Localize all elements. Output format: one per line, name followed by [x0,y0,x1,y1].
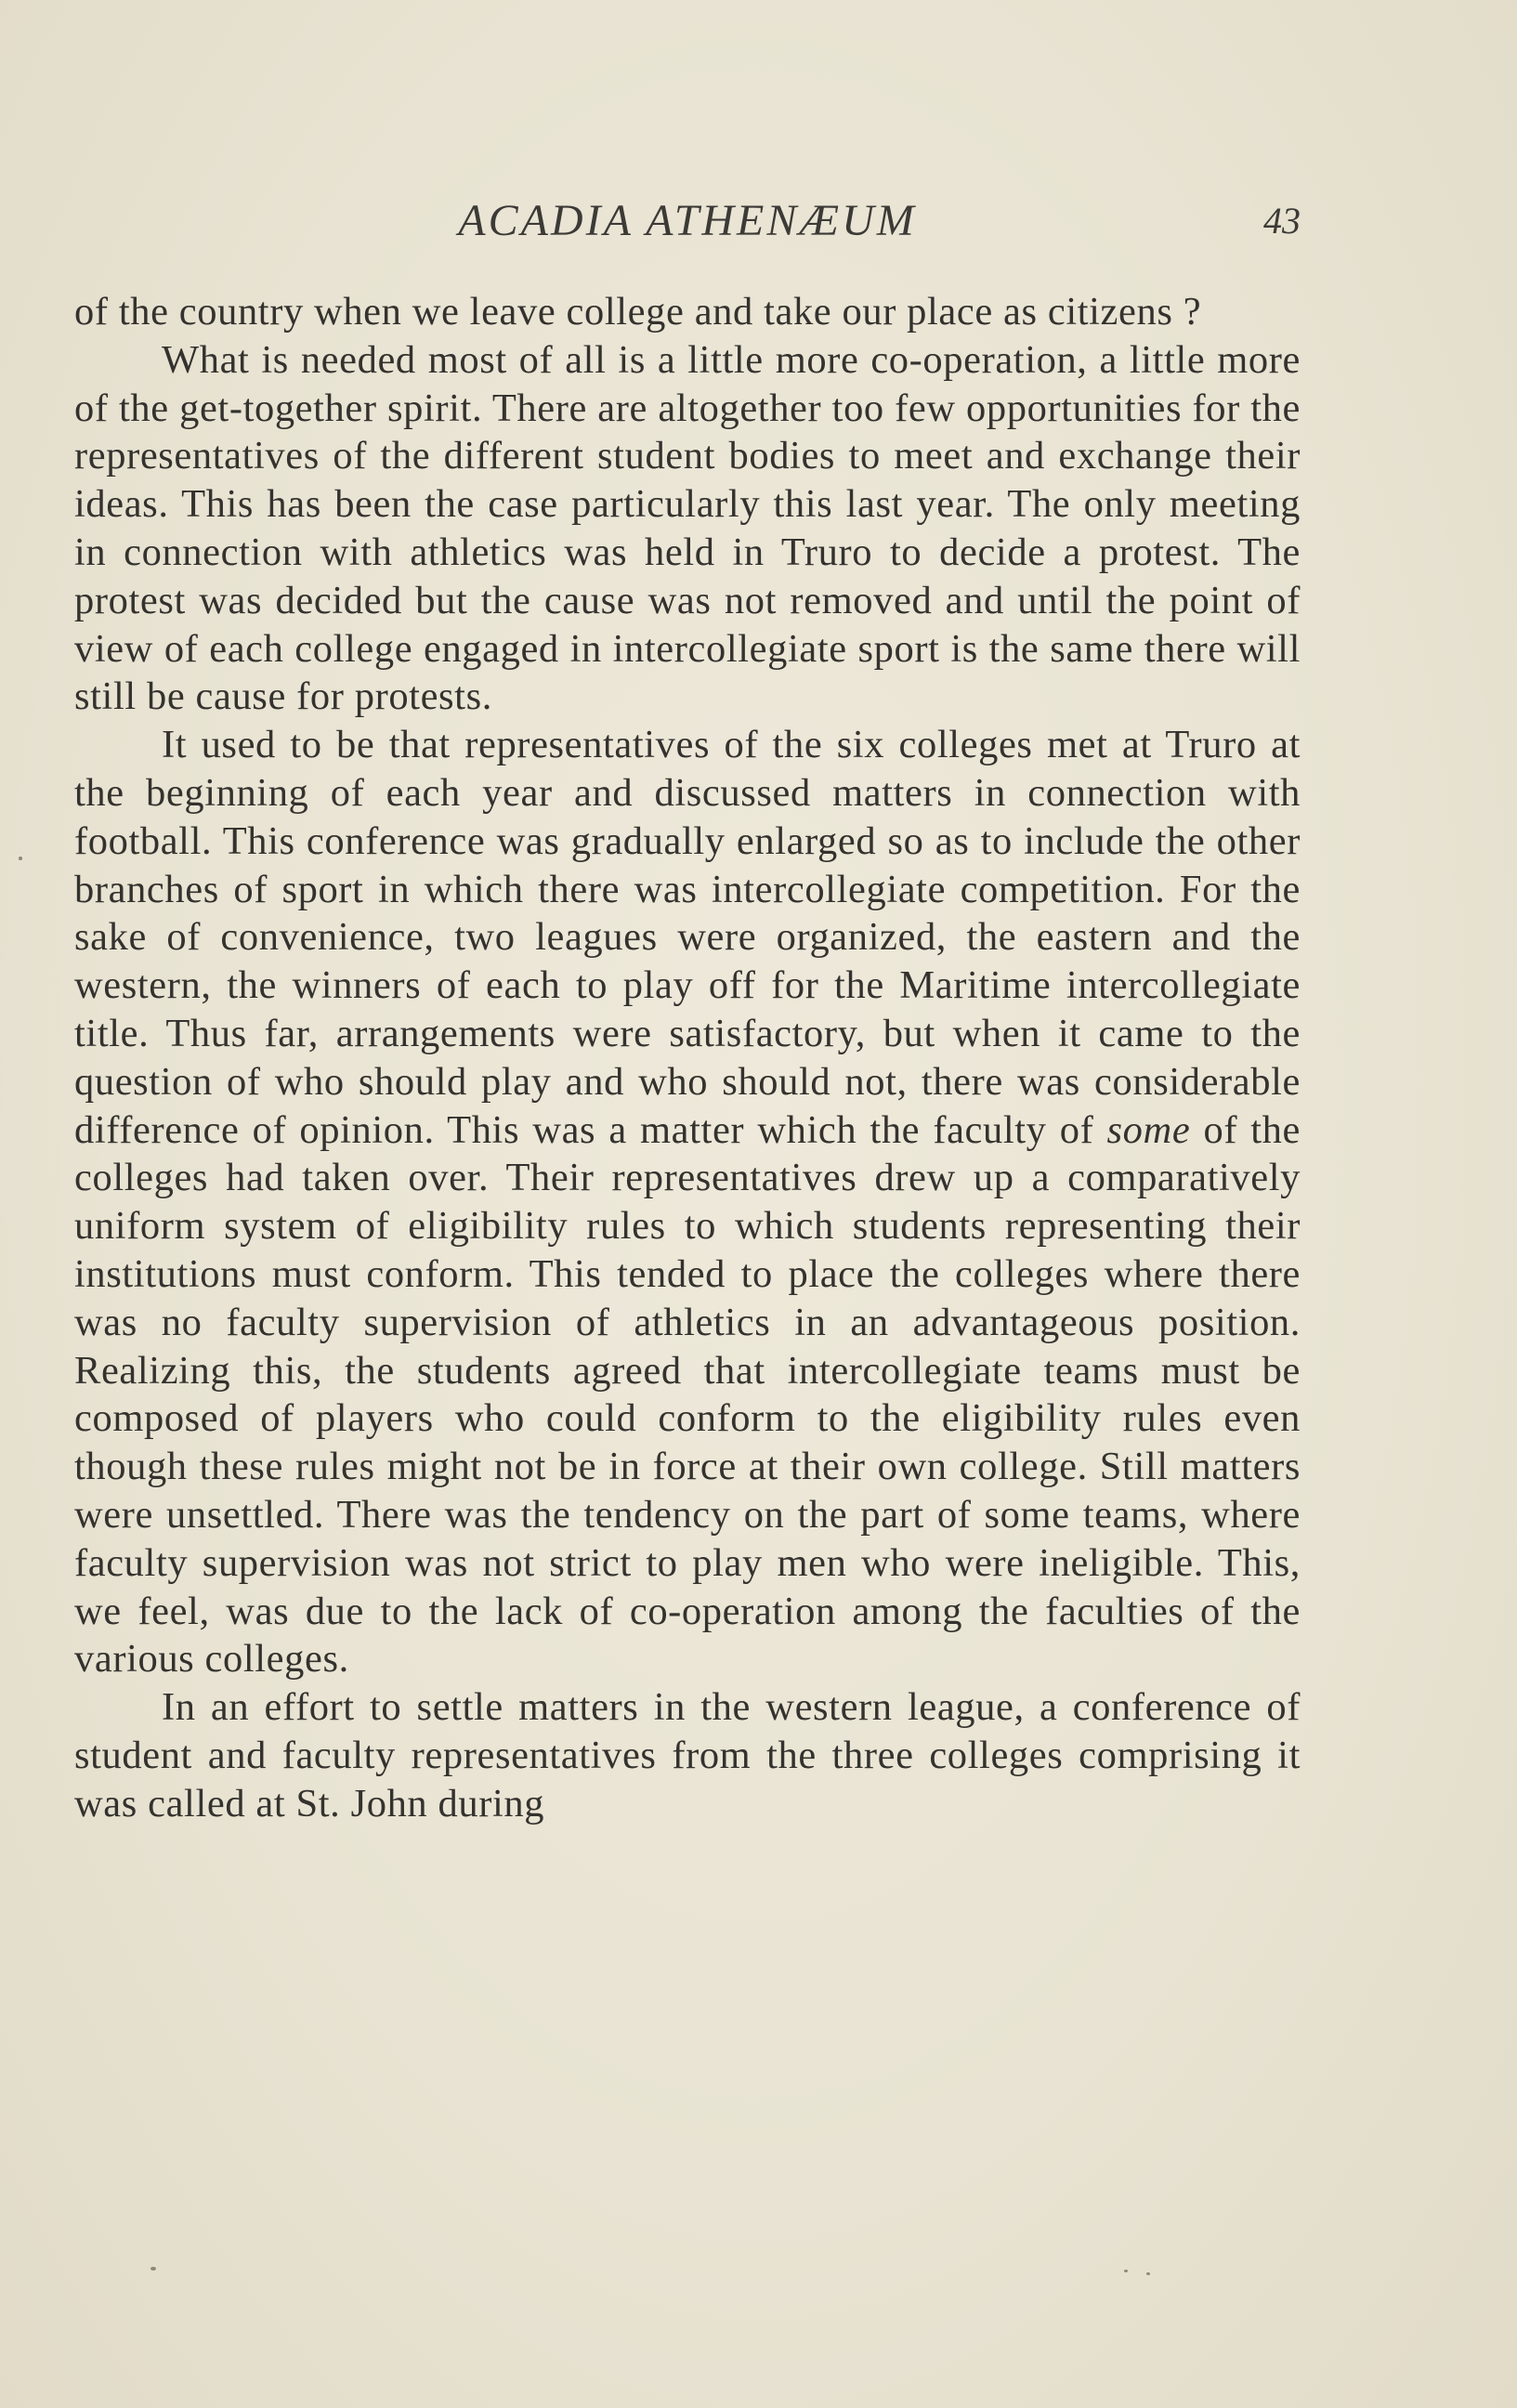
paragraph-1 [74,288,1301,336]
paragraph-3-text-a: It used to be that representatives of the six colleges met at Truro at the beginning of each year and discussed matters in connection with football. This conference was gradually enlarged so as to include the other branches of sport in which there was intercollegiate competition. For the sake of convenience, two leagues were organized, the eastern and the western, the winners of each to play off for the Maritime intercollegiate title. Thus far, arrangements were satisfactory, but when it came to the question of who should play and who should not, there was considerable difference of opinion. This was a matter which the faculty of [74,723,1301,1152]
paragraph-3-text-b: of the colleges had taken over. Their representatives drew up a comparatively uniform system of eligibility rules to which students representing their institutions must conform. This tended to place the colleges where there was no faculty supervision of athletics in an advantageous position. Realizing this, the students agreed that intercollegiate teams must be composed of players who could conform to the eligibility rules even though these rules might not be in force at their own college. Still matters were unsettled. There was the tendency on the part of some teams, where faculty supervision was not strict to play men who were ineligible. This, we feel, was due to the lack of co-operation among the faculties of the various colleges. [74,1107,1301,1682]
paragraph-4 [74,1683,1301,1827]
page-number: 43 [1263,200,1301,242]
paper-speck [19,857,22,860]
running-title: ACADIA ATHENÆUM [458,196,917,245]
paper-speck [1146,2272,1150,2275]
paragraph-2-text: What is needed most of all is a little more co-operation, a little more of the get-together spirit. There are altogether too few opportunities for the representatives of the different student bodies to meet and exchange their ideas. This has been the case particularly this last year. The only meeting in connection with athletics was held in Truro to decide a protest. The protest was decided but the cause was not removed and until the point of view of each college engaged in intercollegiate sport is the same there will still be cause for protests. [74,337,1301,719]
paragraph-3-emphasis: some [1106,1107,1191,1152]
paper-speck [1124,2270,1128,2272]
article-body [74,288,1301,1828]
paragraph-1-text: of the country when we leave college and take our place as citizens ? [74,290,1202,334]
paragraph-4-text: In an effort to settle matters in the western league, a conference of student and faculty representatives from the three colleges comprising it was called at St. John during [74,1685,1301,1826]
page-header [74,195,1301,251]
paper-speck [150,2267,156,2271]
paragraph-2 [74,336,1301,721]
paragraph-3 [74,721,1301,1683]
